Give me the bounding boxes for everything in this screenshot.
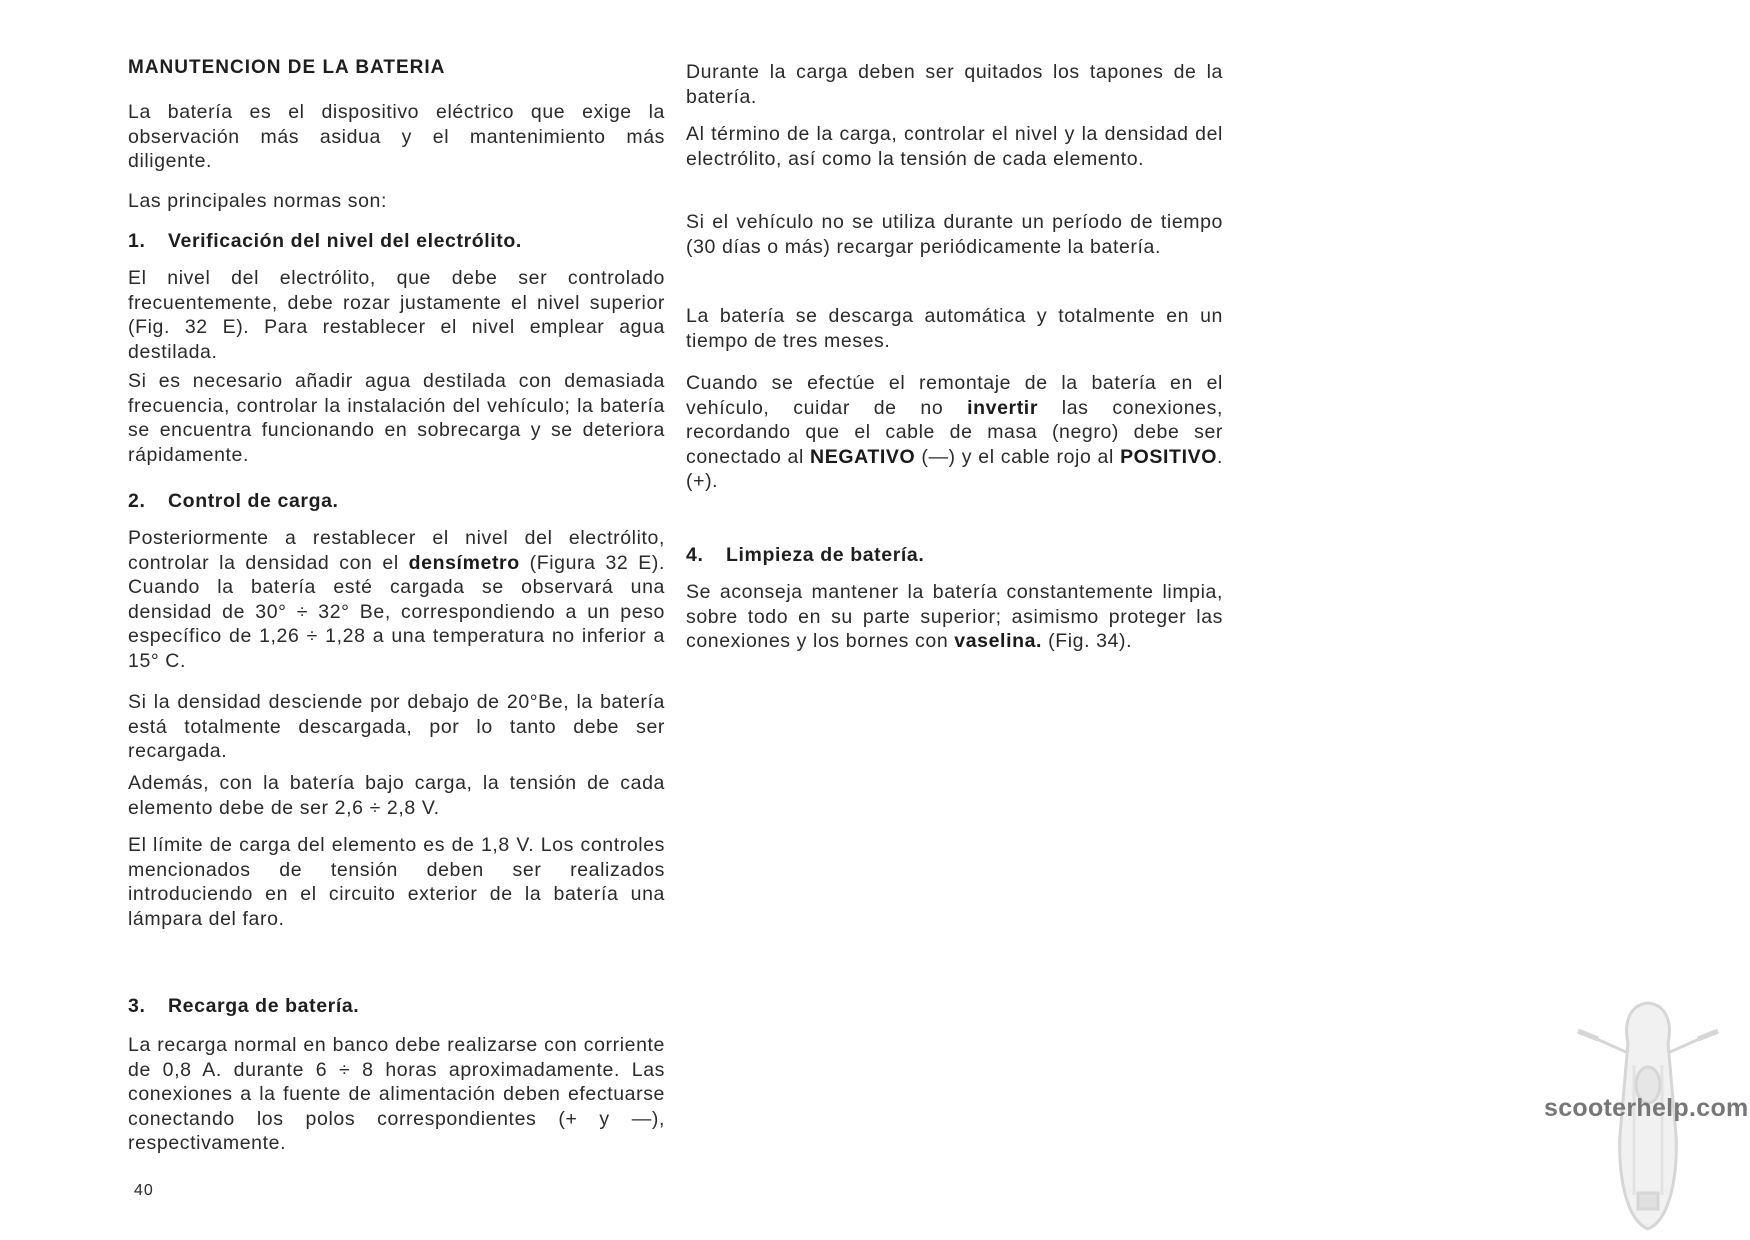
watermark-text: scooterhelp.com bbox=[1544, 1094, 1749, 1122]
negativo-term: NEGATIVO bbox=[810, 445, 916, 468]
right-paragraph-2: Al término de la carga, controlar el nivel y la densidad del electrólito, así como la tensión de cada elemento. bbox=[686, 123, 1223, 170]
right-paragraph-3: Si el vehículo no se utiliza durante un período de tiempo (30 días o más) recargar periódicamente la batería. bbox=[686, 211, 1223, 258]
section-2-title: Control de carga. bbox=[168, 490, 339, 512]
right-paragraph-5: Cuando se efectúe el remontaje de la batería en el vehículo, cuidar de no invertir las conexiones, recordando que el cable de masa (negro) debe ser conectado al NEGATIVO (—) y el cable rojo al POSITIVO. (+). bbox=[686, 372, 1223, 492]
section-3-title: Recarga de batería. bbox=[168, 995, 360, 1017]
right-paragraph-4: La batería se descarga automática y totalmente en un tiempo de tres meses. bbox=[686, 305, 1223, 352]
section-4-paragraph-1: Se aconseja mantener la batería constantemente limpia, sobre todo en su parte superior; asimismo proteger las conexiones y los bornes con vaselina. (Fig. 34). bbox=[686, 581, 1223, 652]
section-3-number: 3. bbox=[128, 995, 146, 1017]
section-1-title: Verificación del nivel del electrólito. bbox=[168, 230, 522, 252]
section-2-paragraph-4: El límite de carga del elemento es de 1,8 V. Los controles mencionados de tensión deben ser realizados introduciendo en el circuito exterior de la batería una lámpara del faro. bbox=[128, 834, 665, 930]
section-1-paragraph-2: Si es necesario añadir agua destilada con demasiada frecuencia, controlar la instalación del vehículo; la batería se encuentra funcionando en sobrecarga y se deteriora rápidamente. bbox=[128, 370, 665, 466]
densimetro-term: densímetro bbox=[408, 551, 520, 574]
section-1-paragraph-1: El nivel del electrólito, que debe ser controlado frecuentemente, debe rozar justamente el nivel superior (Fig. 32 E). Para restablecer el nivel emplear agua destilada. bbox=[128, 267, 665, 363]
section-4-heading bbox=[686, 544, 1223, 567]
section-3-paragraph-1: La recarga normal en banco debe realizarse con corriente de 0,8 A. durante 6 ÷ 8 horas aproximadamente. Las conexiones a la fuente de alimentación deben efectuarse conectando los polos correspondientes (+ y —), respectivamente. bbox=[128, 1034, 665, 1154]
section-2-paragraph-3: Además, con la batería bajo carga, la tensión de cada elemento debe de ser 2,6 ÷ 2,8 V. bbox=[128, 772, 665, 819]
section-4-number: 4. bbox=[686, 544, 704, 566]
section-1-number: 1. bbox=[128, 230, 146, 252]
right-paragraph-1: Durante la carga deben ser quitados los tapones de la batería. bbox=[686, 61, 1223, 108]
intro-paragraph: La batería es el dispositivo eléctrico que exige la observación más asidua y el mantenimiento más diligente. bbox=[128, 101, 665, 172]
rules-lead: Las principales normas son: bbox=[128, 190, 387, 212]
page-number: 40 bbox=[134, 1182, 154, 1199]
invertir-term: invertir bbox=[967, 396, 1039, 419]
section-2-heading bbox=[128, 490, 665, 513]
section-2-number: 2. bbox=[128, 490, 146, 512]
positivo-term: POSITIVO bbox=[1120, 445, 1217, 468]
page-title: MANUTENCION DE LA BATERIA bbox=[128, 57, 446, 78]
section-1-heading bbox=[128, 230, 665, 253]
section-2-paragraph-2: Si la densidad desciende por debajo de 20°Be, la batería está totalmente descargada, por lo tanto debe ser recargada. bbox=[128, 691, 665, 762]
section-4-title: Limpieza de batería. bbox=[726, 544, 925, 566]
section-3-heading bbox=[128, 995, 665, 1018]
section-2-paragraph-1: Posteriormente a restablecer el nivel del electrólito, controlar la densidad con el densímetro (Figura 32 E). Cuando la batería esté cargada se observará una densidad de 30° ÷ 32° Be, correspondiendo a un peso específico de 1,26 ÷ 1,28 a una temperatura no inferior a 15° C. bbox=[128, 527, 665, 672]
vaselina-term: vaselina. bbox=[954, 630, 1043, 652]
